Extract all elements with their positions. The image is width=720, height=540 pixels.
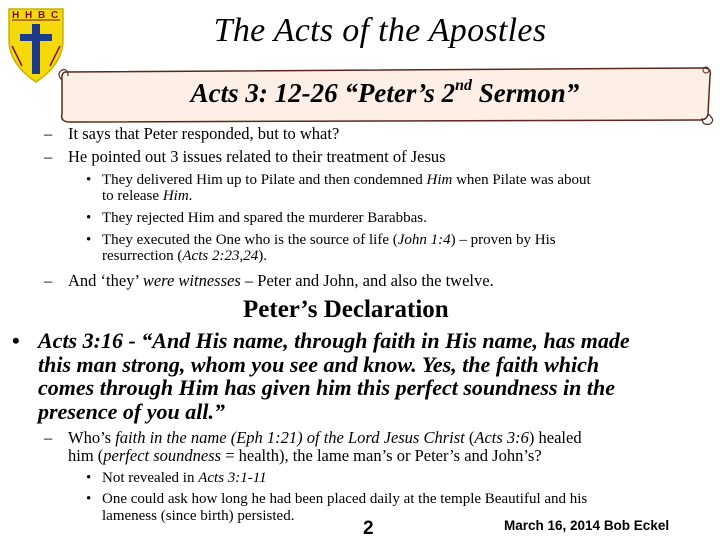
footer-credit: March 16, 2014 Bob Eckel — [504, 518, 670, 533]
logo-letter: B — [38, 10, 46, 21]
list-item-continuation: resurrection (Acts 2:23,24). — [102, 248, 267, 264]
list-item: – It says that Peter responded, but to what? — [44, 124, 340, 143]
logo-letter: H — [25, 10, 33, 21]
list-item-continuation: lameness (since birth) persisted. — [102, 508, 295, 524]
list-item-continuation: to release Him. — [102, 188, 193, 204]
page-number: 2 — [363, 518, 374, 539]
list-item: – Who’s faith in the name (Eph 1:21) of the Lord Jesus Christ (Acts 3:6) healed — [44, 428, 582, 447]
list-item: • One could ask how long he had been placed daily at the temple Beautiful and his — [86, 491, 588, 507]
list-item: • Not revealed in Acts 3:1-11 — [86, 470, 267, 486]
list-item: • They executed the One who is the source of life (John 1:4) – proven by His — [86, 232, 556, 248]
list-item: – And ‘they’ were witnesses – Peter and John, and also the twelve. — [44, 271, 494, 290]
page-title: The Acts of the Apostles — [213, 12, 547, 49]
list-item: – He pointed out 3 issues related to their treatment of Jesus — [44, 147, 446, 166]
section-heading: Peter’s Declaration — [243, 296, 449, 323]
logo-letter: C — [51, 10, 59, 21]
list-item: • They rejected Him and spared the murderer Barabbas. — [86, 210, 427, 226]
slide-subtitle: Acts 3: 12-26 “Peter’s 2nd Sermon” — [190, 77, 580, 108]
list-item: • They delivered Him up to Pilate and then condemned Him when Pilate was about — [86, 172, 591, 188]
list-item-continuation: him (perfect soundness = health), the lame man’s or Peter’s and John’s? — [68, 446, 542, 465]
scripture-quote: • Acts 3:16 - “And His name, through faith in His name, has made this man strong, whom you see and know. Yes, the faith which comes through Him has given him this perfect soundness in the presence of you all.” — [12, 328, 630, 424]
logo-letter: H — [12, 10, 20, 21]
